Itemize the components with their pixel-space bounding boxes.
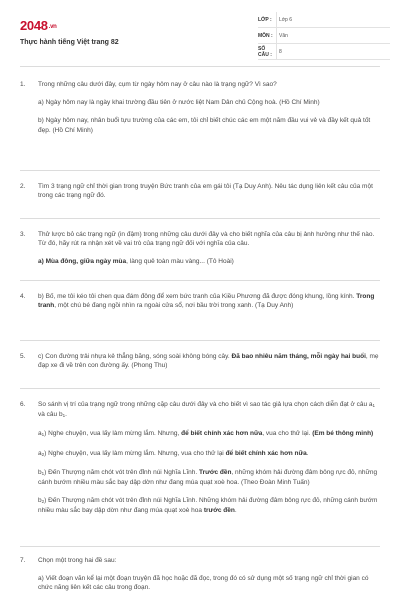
question-item: b) Bố, me tôi kéo tôi chen qua đám đông để xem bức tranh của Kiều Phương đã được đóng khung, lồng kính. Trong tranh, một chú bé đang ngồi nhìn ra ngoài cửa sổ, nơi bầu trời trong xanh. (Tạ Duy Anh)	[38, 293, 375, 310]
meta-row-subject: MÔN : Văn	[258, 28, 390, 44]
divider	[20, 66, 380, 67]
question-item: b) Ngày hôm nay, nhân buổi tựu trường của các em, tôi chỉ biết chúc các em một năm đầu vui vẻ và đầy kết quả tốt đẹp. (Hồ Chí Minh)	[38, 117, 371, 134]
question-prompt: Trong những câu dưới đây, cụm từ ngày hôm nay ở câu nào là trạng ngữ? Vì sao?	[38, 81, 277, 88]
question-item: $b_1$) Đến Thượng năm chót vót trên đỉnh núi Nghĩa Lĩnh. Trước đền, những khóm hải đường đâm bông rực đỏ, những cánh bướm nhiều màu sắc bay dập dờn như đang múa quạt xoè hoa. (Theo Đoàn Minh Tuấn)	[38, 468, 378, 487]
divider	[20, 340, 380, 341]
divider	[20, 218, 380, 219]
meta-row-question-count: SỐ CÂU : 8	[258, 44, 390, 60]
divider	[20, 280, 380, 281]
question-item: a) Viết đoạn văn kể lại một đoạn truyện đã học hoặc đã đọc, trong đó có sử dụng một số trạng ngữ chỉ thời gian có chức năng liên kết các câu trong đoạn.	[38, 575, 369, 592]
question-item: c) Con đường trải nhựa kẻ thẳng băng, sóng soài không bóng cây. Đã bao nhiêu năm tháng, mỗi ngày hai buổi, mẹ đạp xe đi về trên con đường ấy. (Phong Thu)	[38, 353, 379, 370]
meta-row-class: LỚP : Lớp 6	[258, 12, 390, 28]
site-logo[interactable]: 2048.vn	[20, 18, 57, 33]
question-3: 3. Thử lược bỏ các trạng ngữ (in đậm) trong những câu dưới đây và cho biết nghĩa của câu bị ảnh hưởng như thế nào. Từ đó, hãy rút ra nhận xét về vai trò của trạng ngữ đối với nghĩa của câu. a) Mùa đông, giữa ngày mùa, làng quê toàn màu vàng... (Tô Hoài)	[20, 230, 380, 267]
worksheet-header	[20, 12, 380, 60]
question-5: 5. c) Con đường trải nhựa kẻ thẳng băng, sóng soài không bóng cây. Đã bao nhiêu năm tháng, mỗi ngày hai buổi, mẹ đạp xe đi về trên con đường ấy. (Phong Thu)	[20, 353, 379, 370]
question-prompt: So sánh vị trí của trạng ngữ trong những cặp câu dưới đây và cho biết vì sao tác giả lựa chọn cách diễn đạt ở câu $a_1$ và câu $b_1$.	[38, 401, 376, 419]
question-item: $a_1$) Nghe chuyện, vua lấy làm mừng lắm. Nhưng, để biết chính xác hơn nữa, vua cho thử lại. (Em bé thông minh)	[38, 430, 374, 438]
question-2: 2. Tìm 3 trạng ngữ chỉ thời gian trong truyện Bức tranh của em gái tôi (Tạ Duy Anh). Nêu tác dụng liên kết câu của một trong các trạng ngữ đó.	[20, 182, 380, 200]
divider	[20, 546, 380, 547]
question-item: $a_2$) Nghe chuyện, vua lấy làm mừng lắm. Nhưng, vua cho thử lại để biết chính xác hơn nữa.	[38, 449, 309, 457]
divider	[20, 170, 380, 171]
worksheet-meta	[258, 12, 390, 60]
question-7: 7. Chọn một trong hai đề sau: a) Viết đoạn văn kể lại một đoạn truyện đã học hoặc đã đọc, trong đó có sử dụng một số trạng ngữ chỉ thời gian có chức năng liên kết các câu trong đoạn.	[20, 556, 380, 593]
question-item: $b_2$) Đến Thượng năm chót vót trên đỉnh núi Nghĩa Lĩnh. Những khóm hải đường đâm bông rực đỏ, những cánh bướm nhiều màu sắc bay dập dờn như đang múa quạt xoè hoa trước đền.	[38, 497, 378, 515]
question-item: a) Mùa đông, giữa ngày mùa, làng quê toàn màu vàng... (Tô Hoài)	[38, 258, 234, 266]
question-prompt: Tìm 3 trạng ngữ chỉ thời gian trong truyện Bức tranh của em gái tôi (Tạ Duy Anh). Nêu tác dụng liên kết câu của một trong các trạng ngữ đó.	[38, 183, 373, 200]
question-6: 6. So sánh vị trí của trạng ngữ trong những cặp câu dưới đây và cho biết vì sao tác giả lựa chọn cách diễn đạt ở câu $a_1$ và câu $b_1$. $a_1$) Nghe chuyện, vua lấy làm mừng lắm. Nhưng, để biết chính xác hơn nữa, vua cho thử lại. (Em bé thông minh) $a_2$) Nghe chuyện, vua lấy làm mừng lắm. Nhưng, vua cho thử lại để biết chính xác hơn nữa. $b_1$) Đến Thượng năm chót vót trên đỉnh núi Nghĩa Lĩnh. Trước đền, những khóm hải đường đâm bông rực đỏ, những cánh bướm nhiều màu sắc bay dập dờn như đang múa quạt xoè hoa. (Theo Đoàn Minh Tuấn) $b_2$) Đến Thượng năm chót vót trên đỉnh núi Nghĩa Lĩnh. Những khóm hải đường đâm bông rực đỏ, những cánh bướm nhiều màu sắc bay dập dờn như đang múa quạt xoè hoa trước đền.	[20, 400, 380, 516]
question-1: 1. Trong những câu dưới đây, cụm từ ngày hôm nay ở câu nào là trạng ngữ? Vì sao? a) Ngày hôm nay là ngày khai trường đầu tiên ở nước liệt Nam Dân chủ Cộng hoà. (Hồ Chí Minh) b) Ngày hôm nay, nhân buổi tựu trường của các em, tôi chỉ biết chúc các em một năm đầu vui vẻ và đầy kết quả tốt đẹp. (Hồ Chí Minh)	[20, 80, 380, 135]
question-prompt: Thử lược bỏ các trạng ngữ (in đậm) trong những câu dưới đây và cho biết nghĩa của câu bị ảnh hưởng như thế nào. Từ đó, hãy rút ra nhận xét về vai trò của trạng ngữ đối với nghĩa của câu.	[38, 231, 375, 248]
divider	[20, 388, 380, 389]
worksheet-title: Thực hành tiếng Việt trang 82	[20, 39, 119, 46]
question-4: 4. b) Bố, me tôi kéo tôi chen qua đám đông để xem bức tranh của Kiều Phương đã được đóng khung, lồng kính. Trong tranh, một chú bé đang ngồi nhìn ra ngoài cửa sổ, nơi bầu trời trong xanh. (Tạ Duy Anh)	[20, 292, 380, 310]
question-prompt: Chọn một trong hai đề sau:	[38, 557, 117, 564]
question-item: a) Ngày hôm nay là ngày khai trường đầu tiên ở nước liệt Nam Dân chủ Cộng hoà. (Hồ Chí Minh)	[38, 99, 320, 107]
